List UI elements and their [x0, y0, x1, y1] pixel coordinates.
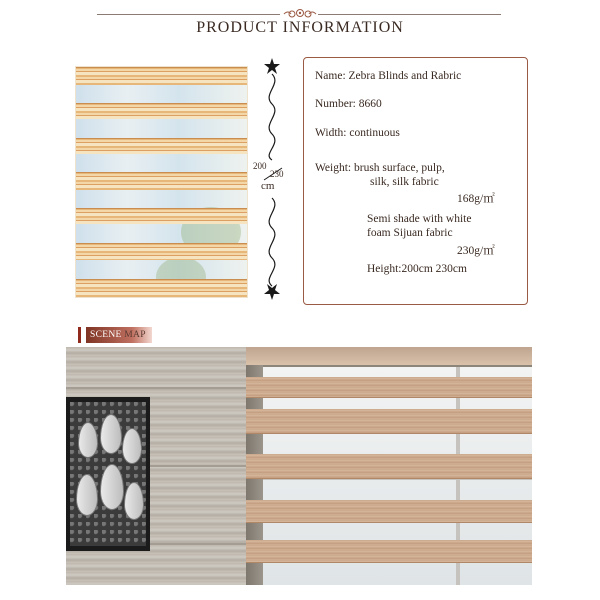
- info-name: Name: Zebra Blinds and Rabric: [315, 70, 462, 82]
- info-weight-line2: silk, silk fabric: [370, 176, 439, 188]
- scene-accent-bar: [78, 327, 81, 343]
- info-weight-line1: Weight: brush surface, pulp,: [315, 162, 445, 174]
- scene-label-highlight: SCENE: [90, 330, 122, 340]
- info-semi-line3: 230g/㎡: [457, 245, 495, 257]
- header-rule-left: [97, 14, 280, 15]
- product-info-box: [303, 57, 528, 305]
- blind-band: [246, 409, 532, 433]
- height-value-a: 200: [253, 161, 267, 171]
- blind-band: [246, 500, 532, 522]
- info-width: Width: continuous: [315, 127, 400, 139]
- scene-photo: [66, 347, 532, 585]
- info-semi-line1: Semi shade with white: [367, 213, 472, 225]
- height-unit: cm: [261, 180, 275, 192]
- page-title: PRODUCT INFORMATION: [196, 19, 404, 36]
- blind-band: [246, 540, 532, 562]
- info-semi-line2: foam Sijuan fabric: [367, 227, 453, 239]
- scene-map-label: [86, 327, 152, 343]
- zebra-blind-swatch: [75, 66, 248, 298]
- height-dimension-icon: [252, 50, 298, 308]
- header-rule-right: [318, 14, 501, 15]
- blind-band: [246, 377, 532, 397]
- leaf-artwork: [70, 402, 146, 546]
- wall-art-frame: [66, 397, 150, 551]
- blind-headrail: [246, 347, 532, 365]
- scene-label-rest: MAP: [124, 330, 146, 340]
- info-number: Number: 8660: [315, 98, 382, 110]
- blind-band: [246, 454, 532, 478]
- height-value-b: 230: [270, 169, 284, 179]
- info-weight-line3: 168g/㎡: [457, 193, 495, 205]
- info-height: Height:200cm 230cm: [367, 263, 467, 275]
